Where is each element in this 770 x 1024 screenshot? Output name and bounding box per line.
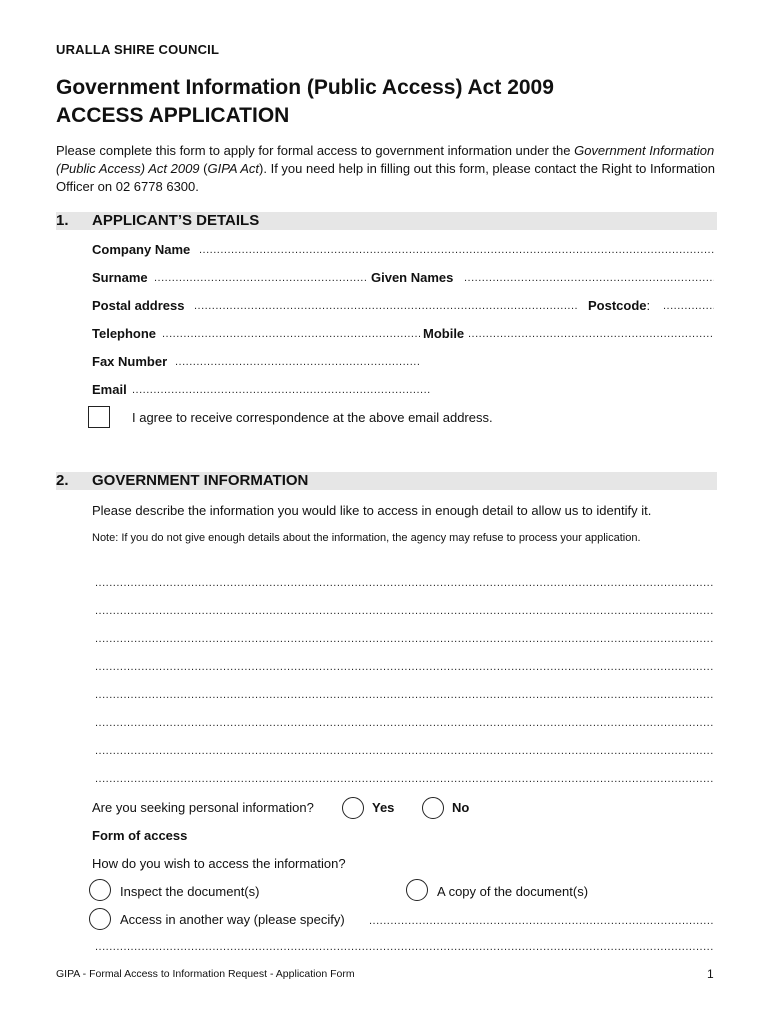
fax-number-label: Fax Number [92, 354, 168, 369]
form-title-act: Government Information (Public Access) Act 2009 [56, 76, 554, 99]
phone-row [92, 326, 714, 344]
footer-page-number: 1 [707, 967, 714, 981]
company-name-row [92, 242, 714, 260]
fax-number-field[interactable] [175, 354, 420, 370]
description-line-3[interactable] [95, 633, 713, 647]
other-access-radio[interactable] [89, 908, 111, 930]
name-row [92, 270, 714, 288]
email-consent-label: I agree to receive correspondence at the above email address. [132, 410, 493, 425]
personal-information-question: Are you seeking personal information? [92, 800, 314, 815]
description-line-8[interactable] [95, 773, 713, 787]
postcode-colon: : [646, 298, 651, 313]
footer-form-name: GIPA - Formal Access to Information Request - Application Form [56, 968, 355, 980]
mobile-field[interactable] [468, 326, 714, 342]
section-2-number: 2. [56, 472, 69, 489]
postcode-field[interactable] [663, 298, 714, 314]
mobile-label: Mobile [423, 326, 465, 341]
surname-label: Surname [92, 270, 148, 285]
postal-address-field[interactable] [194, 298, 579, 314]
given-names-label: Given Names [371, 270, 454, 285]
intro-text-2: ( [199, 161, 208, 176]
fax-row [92, 354, 714, 372]
intro-act-name: Government Information (Public Access) Act 2009 [56, 143, 715, 176]
personal-no-radio[interactable] [422, 797, 444, 819]
email-label: Email [92, 382, 127, 397]
postcode-label-group [588, 298, 650, 313]
section-1-title: APPLICANT’S DETAILS [92, 212, 260, 229]
inspect-documents-label: Inspect the document(s) [120, 884, 260, 899]
section-1-number: 1. [56, 212, 69, 229]
description-line-7[interactable] [95, 745, 713, 759]
description-line-6[interactable] [95, 717, 713, 731]
company-name-label: Company Name [92, 242, 191, 257]
other-access-specify-field[interactable] [369, 915, 713, 929]
copy-documents-label: A copy of the document(s) [437, 884, 589, 899]
form-title-application: ACCESS APPLICATION [56, 104, 290, 127]
email-consent-checkbox[interactable] [88, 406, 110, 428]
other-access-label: Access in another way (please specify) [120, 912, 345, 927]
intro-act-abbr: GIPA Act [207, 161, 260, 176]
email-field[interactable] [132, 382, 430, 398]
description-line-4[interactable] [95, 661, 713, 675]
intro-paragraph [56, 142, 716, 196]
intro-text-1: Please complete this form to apply for formal access to government information under the [56, 143, 575, 158]
personal-yes-label: Yes [372, 800, 395, 815]
personal-yes-radio[interactable] [342, 797, 364, 819]
information-description-note: Note: If you do not give enough details about the information, the agency may refuse to process your application. [92, 532, 641, 544]
form-title [56, 74, 554, 130]
access-method-question: How do you wish to access the information? [92, 856, 346, 871]
inspect-documents-radio[interactable] [89, 879, 111, 901]
intro-text-3: ). If you need help in filling out this form, please contact the Right to Information Officer on 02 6778 6300. [56, 161, 716, 194]
surname-field[interactable] [154, 270, 368, 286]
description-line-5[interactable] [95, 689, 713, 703]
form-of-access-heading: Form of access [92, 828, 188, 843]
description-line-1[interactable] [95, 577, 713, 591]
copy-documents-radio[interactable] [406, 879, 428, 901]
telephone-label: Telephone [92, 326, 157, 341]
other-access-specify-line-2[interactable] [95, 941, 713, 955]
company-name-field[interactable] [199, 242, 714, 258]
postal-address-label: Postal address [92, 298, 185, 313]
postal-row [92, 298, 714, 316]
personal-no-label: No [452, 800, 470, 815]
council-name: URALLA SHIRE COUNCIL [56, 42, 220, 57]
email-row [92, 382, 714, 400]
postcode-label: Postcode [588, 298, 647, 313]
given-names-field[interactable] [464, 270, 714, 286]
description-line-2[interactable] [95, 605, 713, 619]
information-description-instruction: Please describe the information you would like to access in enough detail to allow us to identify it. [92, 503, 652, 518]
section-2-title: GOVERNMENT INFORMATION [92, 472, 309, 489]
telephone-field[interactable] [162, 326, 420, 342]
